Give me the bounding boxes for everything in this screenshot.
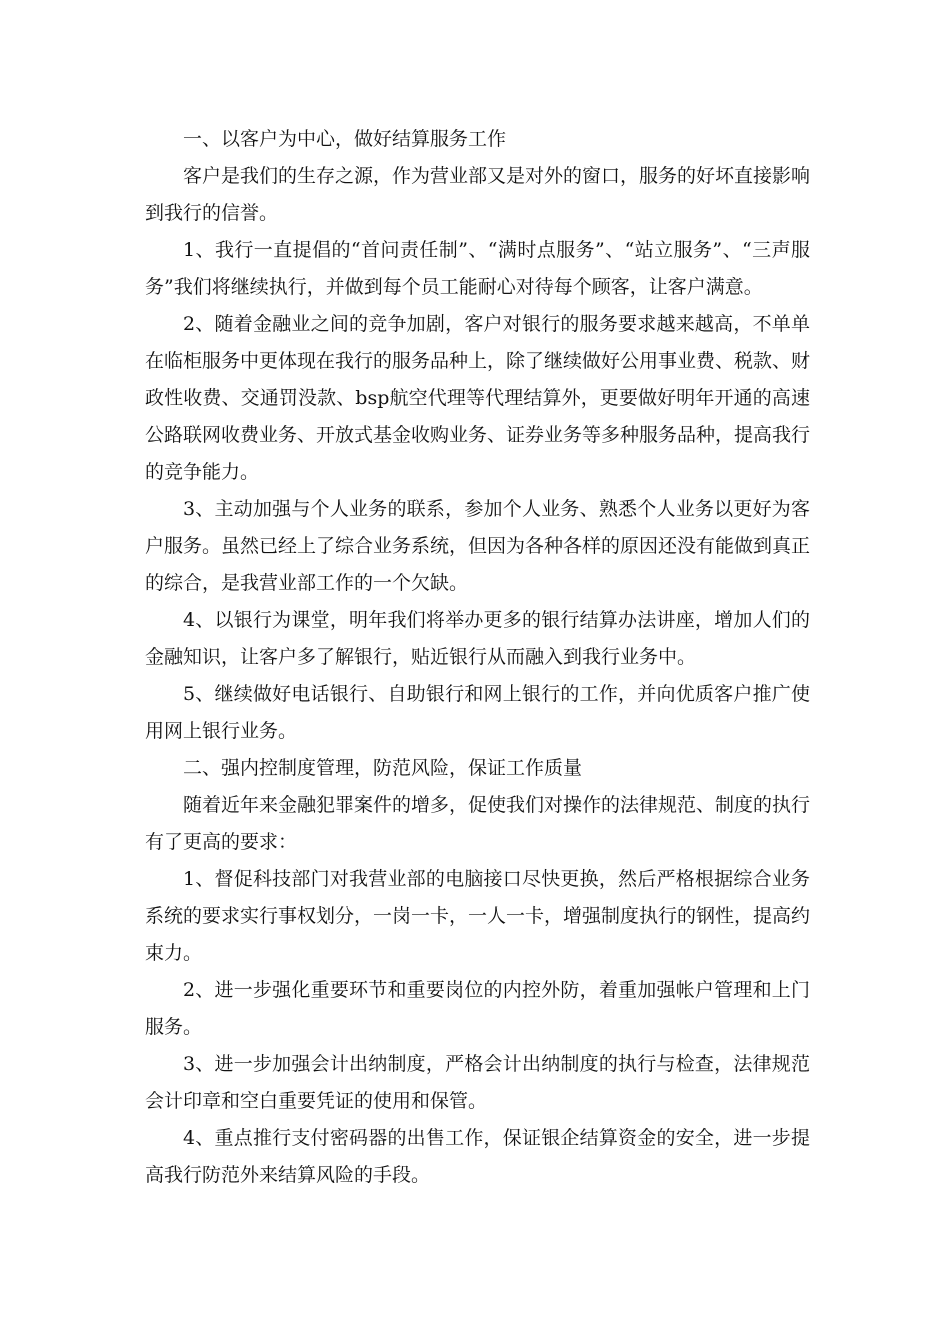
section-heading-2: 二、强内控制度管理，防范风险，保证工作质量 xyxy=(183,757,583,779)
list-item: 4、以银行为课堂，明年我们将举办更多的银行结算办法讲座，增加人们的金融知识，让客户多了解银行，贴近银行从而融入到我行业务中。 xyxy=(145,609,810,668)
list-item: 4、重点推行支付密码器的出售工作，保证银企结算资金的安全，进一步提高我行防范外来结算风险的手段。 xyxy=(145,1127,810,1186)
list-item: 3、进一步加强会计出纳制度，严格会计出纳制度的执行与检查，法律规范会计印章和空白重要凭证的使用和保管。 xyxy=(145,1053,810,1112)
list-item: 5、继续做好电话银行、自助银行和网上银行的工作，并向优质客户推广使用网上银行业务。 xyxy=(145,683,810,742)
list-item: 1、我行一直提倡的“首问责任制”、“满时点服务”、“站立服务”、“三声服务”我们将继续执行，并做到每个员工能耐心对待每个顾客，让客户满意。 xyxy=(145,239,810,298)
list-item: 3、主动加强与个人业务的联系，参加个人业务、熟悉个人业务以更好为客户服务。虽然已经上了综合业务系统，但因为各种各样的原因还没有能做到真正的综合，是我营业部工作的一个欠缺。 xyxy=(145,498,811,594)
list-item: 1、督促科技部门对我营业部的电脑接口尽快更换，然后严格根据综合业务系统的要求实行事权划分，一岗一卡，一人一卡，增强制度执行的钢性，提高约束力。 xyxy=(145,868,811,964)
paragraph: 客户是我们的生存之源，作为营业部又是对外的窗口，服务的好坏直接影响到我行的信誉。 xyxy=(145,165,811,224)
paragraph: 随着近年来金融犯罪案件的增多，促使我们对操作的法律规范、制度的执行有了更高的要求： xyxy=(145,794,811,853)
document-body xyxy=(145,121,810,1194)
section-heading-1: 一、以客户为中心，做好结算服务工作 xyxy=(183,128,507,150)
list-item: 2、进一步强化重要环节和重要岗位的内控外防，着重加强帐户管理和上门服务。 xyxy=(145,979,810,1038)
list-item: 2、随着金融业之间的竞争加剧，客户对银行的服务要求越来越高，不单单在临柜服务中更体现在我行的服务品种上，除了继续做好公用事业费、税款、财政性收费、交通罚没款、bsp航空代理等代理结算外，更要做好明年开通的高速公路联网收费业务、开放式基金收购业务、证券业务等多种服务品种，提高我行的竞争能力。 xyxy=(145,313,811,483)
